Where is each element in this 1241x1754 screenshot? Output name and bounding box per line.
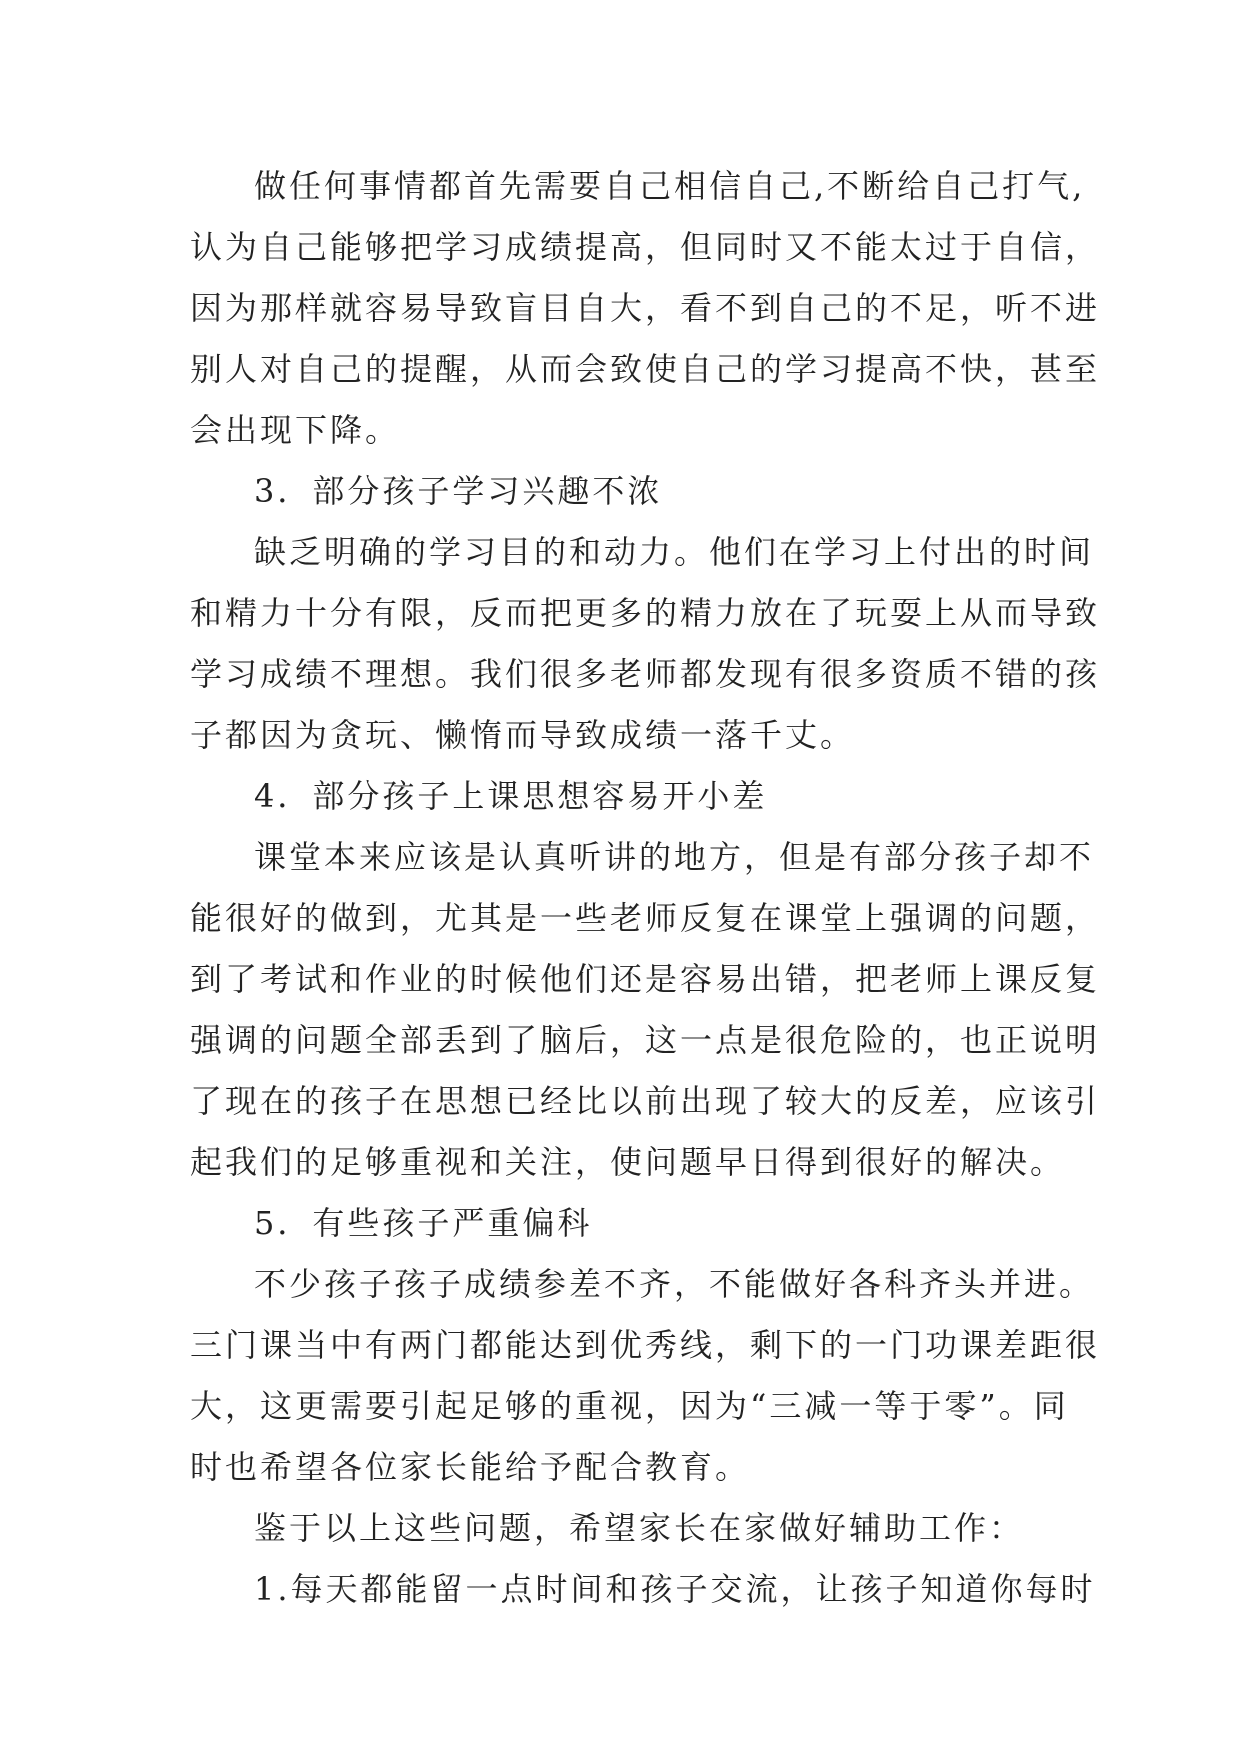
text-line: 学习成绩不理想。我们很多老师都发现有很多资质不错的孩 (190, 655, 1101, 693)
text-line: 大，这更需要引起足够的重视，因为“三减一等于零”。同 (190, 1387, 1069, 1425)
section-heading: 5．有些孩子严重偏科 (254, 1204, 593, 1242)
text-line: 不少孩子孩子成绩参差不齐，不能做好各科齐头并进。 (254, 1265, 1095, 1303)
text-line: 子都因为贪玩、懒惰而导致成绩一落千丈。 (190, 716, 856, 754)
text-line: 到了考试和作业的时候他们还是容易出错，把老师上课反复 (190, 960, 1101, 998)
text-line: 能很好的做到，尤其是一些老师反复在课堂上强调的问题， (190, 899, 1101, 937)
section-heading: 4．部分孩子上课思想容易开小差 (254, 777, 768, 815)
text-line: 和精力十分有限，反而把更多的精力放在了玩耍上从而导致 (190, 594, 1101, 632)
text-line: 会出现下降。 (190, 411, 401, 449)
text-line: 起我们的足够重视和关注，使问题早日得到很好的解决。 (190, 1143, 1066, 1181)
text-line: 因为那样就容易导致盲目自大，看不到自己的不足，听不进 (190, 289, 1101, 327)
text-line: 时也希望各位家长能给予配合教育。 (190, 1448, 751, 1486)
text-line: 缺乏明确的学习目的和动力。他们在学习上付出的时间 (254, 533, 1095, 571)
text-line: 三门课当中有两门都能达到优秀线，剩下的一门功课差距很 (190, 1326, 1101, 1364)
text-line: 别人对自己的提醒，从而会致使自己的学习提高不快，甚至 (190, 350, 1101, 388)
text-line: 鉴于以上这些问题，希望家长在家做好辅助工作： (254, 1509, 1025, 1547)
text-line: 做任何事情都首先需要自己相信自己,不断给自己打气, (254, 167, 1086, 205)
list-item: 1.每天都能留一点时间和孩子交流，让孩子知道你每时 (254, 1570, 1096, 1608)
text-line: 了现在的孩子在思想已经比以前出现了较大的反差，应该引 (190, 1082, 1101, 1120)
text-line: 课堂本来应该是认真听讲的地方，但是有部分孩子却不 (254, 838, 1095, 876)
text-line: 强调的问题全部丢到了脑后，这一点是很危险的，也正说明 (190, 1021, 1101, 1059)
section-heading: 3．部分孩子学习兴趣不浓 (254, 472, 663, 510)
text-line: 认为自己能够把学习成绩提高，但同时又不能太过于自信， (190, 228, 1101, 266)
document-body (190, 156, 1101, 1620)
